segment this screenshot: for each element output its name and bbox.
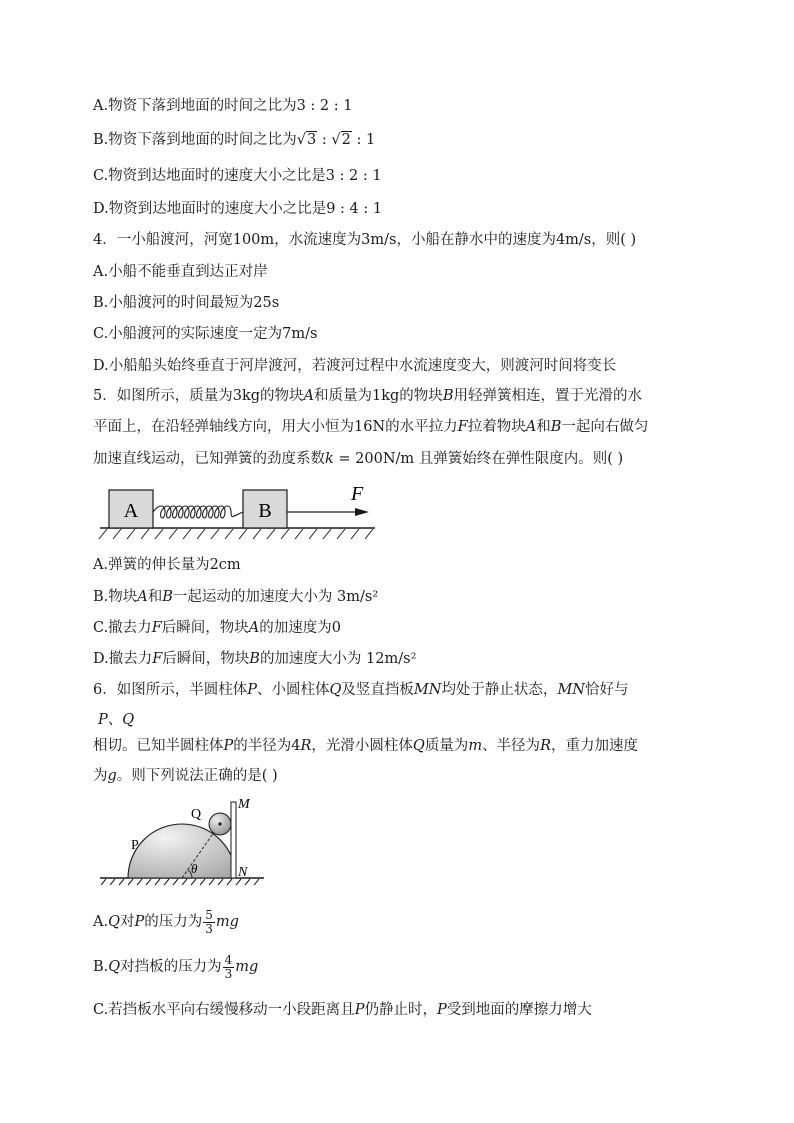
label-q: Q [191,807,202,822]
q4-option-b: B.小船渡河的时间最短为25s [93,295,280,311]
q4-stem: 4．一小船渡河，河宽100m，水流速度为3m/s，小船在静水中的速度为4m/s，则( ) [93,232,637,248]
label-n: N [238,865,248,880]
q5-stem-line3: 加速直线运动，已知弹簧的劲度系数k = 200N/m 且弹簧始终在弹性限度内。则( ) [93,451,624,467]
sqrt-2: √2 [331,132,351,148]
q6-stem-line3: 相切。已知半圆柱体P的半径为4R，光滑小圆柱体Q质量为m、半径为R，重力加速度 [93,738,638,754]
label-m: M [238,797,250,812]
spring [153,506,243,518]
cylinder-figure [96,794,276,890]
q3-option-a [93,96,352,116]
q4-option-d: D.小船船头始终垂直于河岸渡河，若渡河过程中水流速度变大，则渡河时间将变长 [93,358,617,374]
q4-option-a: A.小船不能垂直到达正对岸 [93,264,268,280]
fraction-5-3: $\frac{5}{3}$ [205,907,213,936]
spring-block-figure [95,482,395,544]
q6-option-a: A.Q对P的压力为 $\frac{5}{3}$ mg [93,907,239,936]
ratio: 3 : 2 : 1 [296,98,353,114]
q5-stem-line2: 平面上，在沿轻弹轴线方向，用大小恒为16N的水平拉力F拉着物块A和B一起向右做匀 [93,419,649,435]
q6-option-c: C.若挡板水平向右缓慢移动一小段距离且P仍静止时，P受到地面的摩擦力增大 [93,1002,592,1018]
label-p: P [131,838,139,853]
q6-option-b: B.Q对挡板的压力为 $\frac{4}{3}$ mg [93,952,259,981]
q5-option-a: A.弹簧的伸长量为2cm [93,557,241,573]
baffle-mn [231,802,236,878]
sqrt-3: √3 [296,132,317,148]
q6-stem-line4: 为g。则下列说法正确的是( ) [93,768,278,784]
ground-hatch [99,529,373,539]
q6-stem-line1: 6．如图所示，半圆柱体P、小圆柱体Q及竖直挡板MN均处于静止状态，MN恰好与 [93,682,629,698]
force-label: F [351,483,364,505]
block-a-label: A [123,500,139,522]
q5-option-c: C.撤去力F后瞬间，物块A的加速度为0 [93,620,341,636]
q3-option-b: B.物资下落到地面的时间之比为√3 : √2 : 1 [93,132,376,148]
q4-option-c: C.小船渡河的实际速度一定为7m/s [93,326,318,342]
option-text: B.物资下落到地面的时间之比为 [93,132,297,148]
block-b-label: B [258,500,272,522]
cylinder-q-center [218,822,221,825]
fraction-4-3: $\frac{4}{3}$ [224,952,233,981]
q5-option-b: B.物块A和B一起运动的加速度大小为 3m/s² [93,589,379,605]
q6-stem-line2: P、Q [98,712,135,728]
q3-option-d: D.物资到达地面时的速度大小之比是9 : 4 : 1 [93,201,383,217]
option-text: A.物资下落到地面的时间之比为 [93,98,297,114]
theta-label: θ [191,861,198,876]
ground-hatch [101,879,259,885]
force-arrow-head [355,508,369,516]
q3-option-c: C.物资到达地面时的速度大小之比是3 : 2 : 1 [93,168,382,184]
q5-stem-line1: 5．如图所示，质量为3kg的物块A和质量为1kg的物块B用轻弹簧相连，置于光滑的水 [93,388,642,404]
q5-option-d: D.撤去力F后瞬间，物块B的加速度大小为 12m/s² [93,651,417,667]
